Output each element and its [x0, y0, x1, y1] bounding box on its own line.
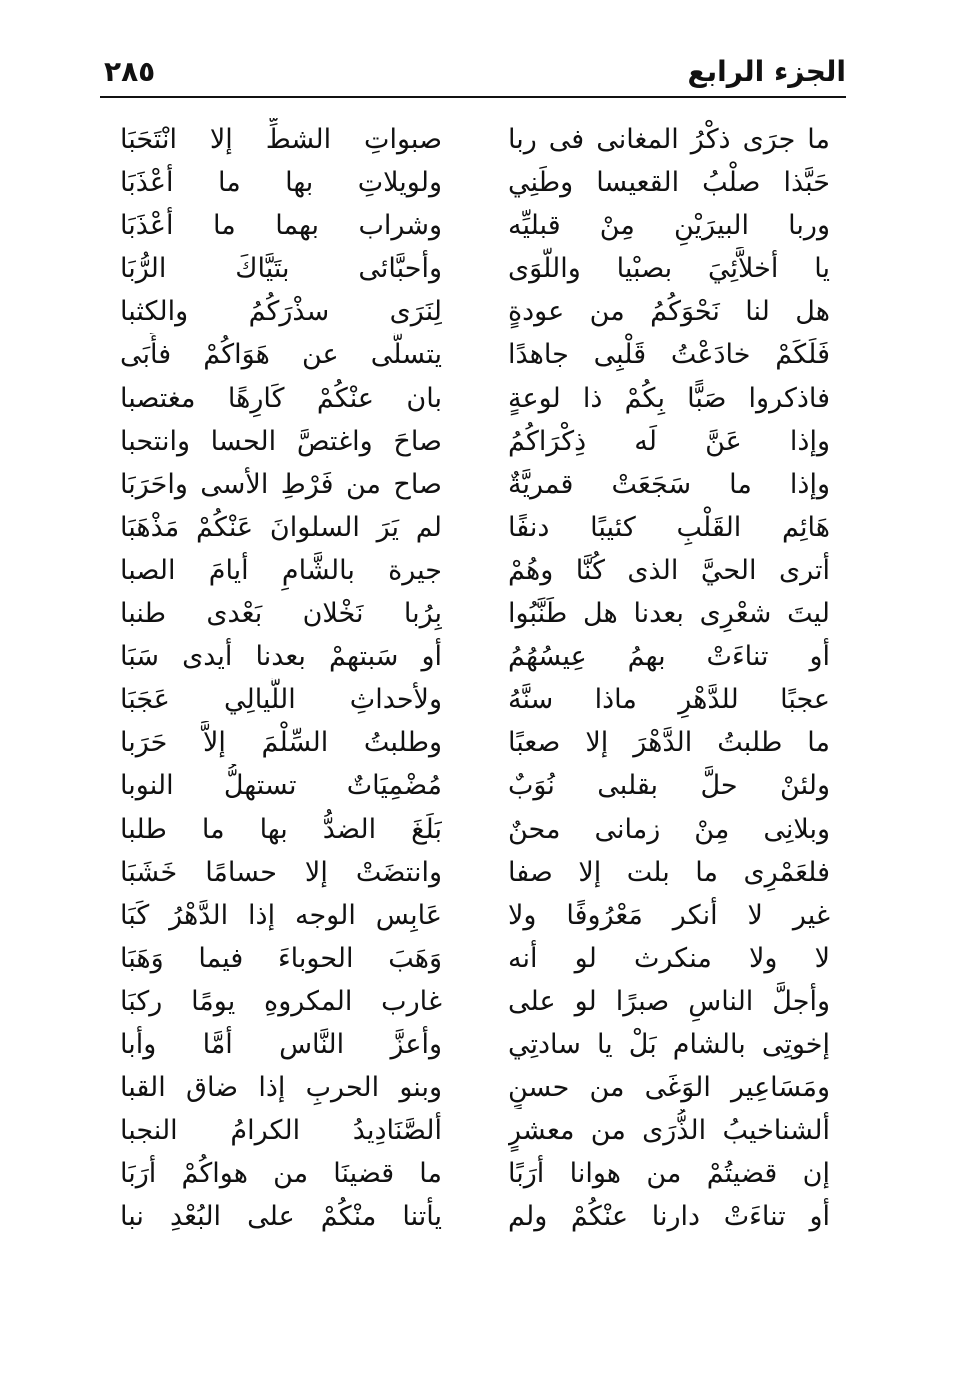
verse-line [120, 1152, 830, 1195]
verse-second-hemistich: صبواتِ الشطِّ إلا انْتَحَبَا [120, 124, 442, 155]
verse-first-hemistich: إن قضيتُمْ من هوانا أرَبًا [508, 1158, 830, 1190]
verse-second-hemistich: عَابِس الوجه إذا الدَّهْرُ كَبَا [120, 899, 442, 931]
verse-second-hemistich: لم يَرَ السلوانَ عَنْكُمْ مَذْهَبَا [120, 511, 442, 543]
verse-line [120, 1023, 830, 1066]
verse-first-hemistich: أترى الحيَّ الذى كُنَّا وهُمْ [508, 554, 830, 586]
verse-first-hemistich: وإذا ما سَجَعَتْ قمريَّةٌ [508, 468, 830, 500]
verse-line [120, 592, 830, 635]
verse-line [120, 894, 830, 937]
verse-first-hemistich: وبلانِى مِنْ زمانى محنٌ [508, 813, 830, 845]
verse-line [120, 506, 830, 549]
verse-first-hemistich: فلعَمْرِى ما بلت إلا صفا [508, 856, 830, 888]
verse-line [120, 290, 830, 333]
verse-second-hemistich: يأتنا منْكُمْ على البُعْدِ نبا [120, 1201, 442, 1233]
page-header [100, 52, 846, 94]
verse-first-hemistich: لا ولا منكرث لو أنه [508, 942, 830, 974]
verse-second-hemistich: أو سَبتهمْ بعدنا أيدى سَبَا [120, 641, 442, 673]
verse-second-hemistich: جيرة بالشَّامِ أيامَ الصبا [120, 554, 442, 586]
verse-second-hemistich: وبنو الحربِ إذا ضاق القبا [120, 1072, 442, 1104]
verse-second-hemistich: بَلَغَ الضدُّ بها ما طلبا [120, 813, 442, 845]
chapter-title: الجزء الرابع [687, 55, 846, 88]
verse-line [120, 333, 830, 376]
verse-first-hemistich: ما جرَى ذكْرُ المغانى فى ربا [508, 124, 830, 155]
verse-second-hemistich: لِنَرَى سذْرَكُمُ والكثبا [120, 296, 442, 328]
verse-line [120, 1066, 830, 1109]
verse-line [120, 937, 830, 980]
verse-first-hemistich: فاذكروا صَبًّا بِكُمْ ذا لوعةٍ [508, 382, 830, 414]
poem-body [120, 118, 830, 1238]
verse-line [120, 549, 830, 592]
verse-second-hemistich: صاح من فَرْطِ الأسى واحَرَبَا [120, 468, 442, 500]
verse-first-hemistich: ليتَ شعْرِى بعدنا هل طَنَّبُوا [508, 598, 830, 630]
page-number: ٢٨٥ [104, 55, 156, 88]
verse-first-hemistich: أو تناءَتْ بهمُ عِيسُهُمُ [508, 641, 830, 673]
verse-line [120, 118, 830, 161]
verse-first-hemistich: ومَسَاعِير الوَغَى من حسنٍ [508, 1072, 830, 1104]
verse-line [120, 204, 830, 247]
verse-second-hemistich: غارب المكروهِ يومًا ركبَا [120, 985, 442, 1017]
verse-second-hemistich: بان عنْكُمْ كَارِهًا مغتصبا [120, 382, 442, 414]
verse-second-hemistich: وَهَبَ الحوباءَ فيما وَهَبَا [120, 942, 442, 974]
verse-second-hemistich: وأحبَّائى بتَيَّاكَ الرُّبَا [120, 253, 442, 285]
verse-second-hemistich: ألصَّنَادِيدُ الكرامُ النجبا [120, 1115, 442, 1147]
verse-line [120, 420, 830, 463]
verse-line [120, 678, 830, 721]
verse-second-hemistich: وشراب بهما ما أعْذَبَا [120, 210, 442, 242]
verse-line [120, 463, 830, 506]
verse-second-hemistich: يتسلَّى عن هَوَاكُمْ فأَبَى [120, 339, 442, 371]
verse-second-hemistich: ولويلاتِ بها ما أعْذَبَا [120, 167, 442, 199]
verse-first-hemistich: عجبًا للدَّهْرِ ماذا سنَّهُ [508, 684, 830, 716]
verse-first-hemistich: فَلَكَمْ خادَعْتُ قَلْبِى جاهدًا [508, 339, 830, 371]
verse-line [120, 1109, 830, 1152]
verse-second-hemistich: بِرُبا نَخْلان بَعْدى طنبا [120, 598, 442, 630]
verse-second-hemistich: ولأحداثِ اللَّيالِي عَجَبَا [120, 684, 442, 716]
verse-line [120, 808, 830, 851]
verse-first-hemistich: يا أخلاَّئِيَ بصبْيا واللّوَى [508, 253, 830, 285]
verse-first-hemistich: غير لا أنكر مَعْرُوفًا ولا [508, 899, 830, 931]
verse-first-hemistich: وإذا عَنَّ لَه ذِكْرَاكُمُ [508, 425, 830, 457]
verse-line [120, 721, 830, 764]
verse-first-hemistich: ألشناخيبُ الذُّرَى من معشرٍ [508, 1115, 830, 1147]
verse-second-hemistich: مُضْمِيَاتٌ تستهلُّ النوبا [120, 770, 442, 802]
verse-line [120, 247, 830, 290]
verse-second-hemistich: وانتضَتْ إلا حسامًا خَشَبَا [120, 856, 442, 888]
verse-second-hemistich: وطلبتُ السِّلْمَ إلاَّ حَرَبا [120, 727, 442, 759]
verse-first-hemistich: حَبَّذا صلْبُ القعيسا وطَنِي [508, 167, 830, 199]
verse-first-hemistich: أو تناءَتْ دارنا عنْكُمْ ولم [508, 1201, 830, 1233]
header-divider [100, 96, 846, 98]
verse-line [120, 377, 830, 420]
verse-first-hemistich: ما طلبتُ الدَّهْرَ إلا صعبًا [508, 727, 830, 759]
verse-first-hemistich: وأجلَّ الناسِ صبرًا لو على [508, 985, 830, 1017]
verse-first-hemistich: هَائِم القَلْبِ كئيبًا دنفًا [508, 511, 830, 543]
verse-second-hemistich: ما قضينَا من هواكُمْ أرَبَا [120, 1158, 442, 1190]
verse-line [120, 635, 830, 678]
verse-line [120, 161, 830, 204]
verse-line [120, 980, 830, 1023]
verse-line [120, 1195, 830, 1238]
verse-first-hemistich: ولئنْ حلَّ بقلبى نُوَبٌ [508, 770, 830, 802]
verse-first-hemistich: هل لنا نَحْوَكُمُ من عودةٍ [508, 296, 830, 328]
verse-first-hemistich: وربا البيرَيْنِ مِنْ قبليِّه [508, 210, 830, 242]
verse-second-hemistich: صاحَ واغتصَّ الحسا وانتحبا [120, 425, 442, 457]
verse-line [120, 764, 830, 807]
verse-first-hemistich: إخوتِى بالشام بَلْ يا سادتِي [508, 1028, 830, 1060]
verse-second-hemistich: وأعزَّ النَّاس أمَّا وأبا [120, 1028, 442, 1060]
verse-line [120, 851, 830, 894]
